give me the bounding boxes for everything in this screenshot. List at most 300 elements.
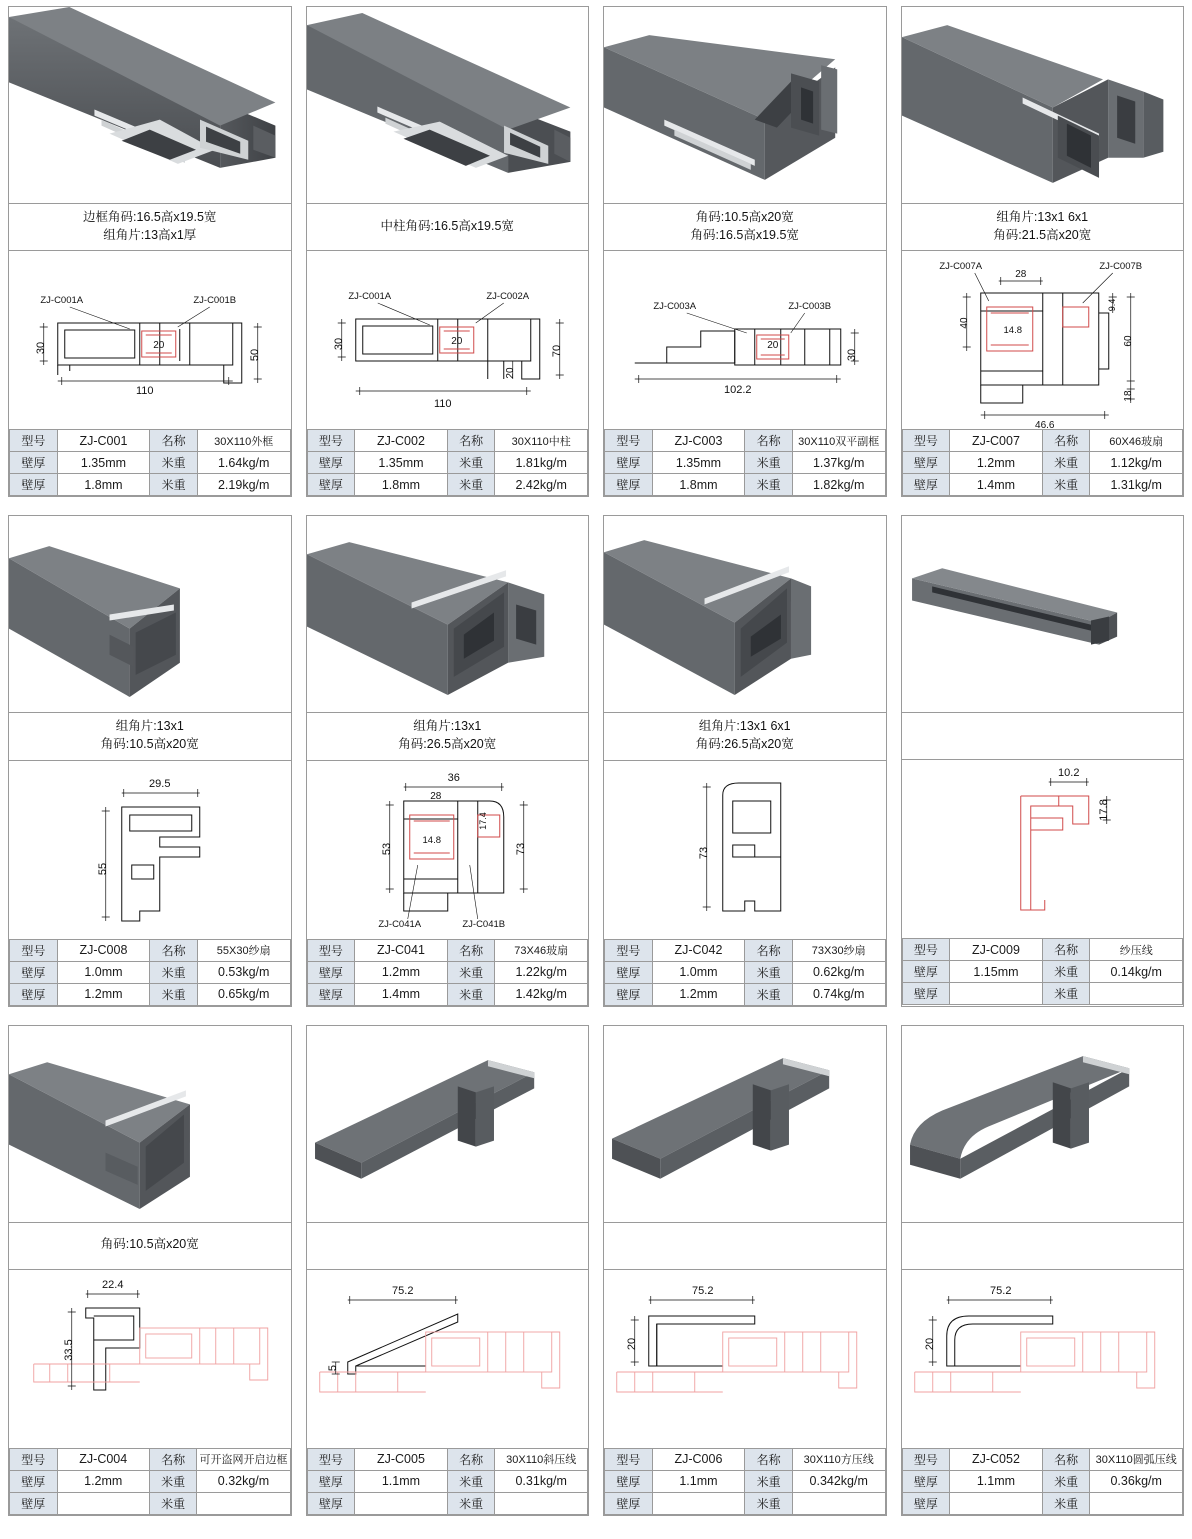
note-line: 边框角码:16.5高x19.5宽 (83, 210, 217, 224)
part-label: ZJ-C041A (377, 918, 421, 930)
photo-art (307, 1026, 588, 1222)
part-label: ZJ-C001A (40, 295, 84, 307)
value-thickness: 1.0mm (57, 961, 150, 983)
section-drawing-zj-c003 (604, 250, 886, 429)
notes-zj-c004 (9, 1222, 291, 1269)
table-row (902, 1448, 1183, 1470)
value-weight: 2.42kg/m (495, 474, 588, 496)
drawing-art (902, 251, 1184, 429)
dim-label: 17.4 (477, 811, 488, 830)
value-weight: 0.31kg/m (495, 1470, 588, 1492)
note-line: 中柱角码:16.5高x19.5宽 (380, 218, 514, 233)
label-model: 型号 (605, 430, 653, 452)
value-weight (1090, 983, 1183, 1005)
notes-zj-c005 (307, 1222, 589, 1269)
label-thickness: 壁厚 (902, 983, 950, 1005)
value-thickness: 1.15mm (950, 961, 1043, 983)
section-drawing-zj-c005 (307, 1269, 589, 1448)
table-row (902, 961, 1183, 983)
label-weight: 米重 (149, 1470, 197, 1492)
photo-art (604, 1026, 885, 1222)
photo-art (9, 1026, 290, 1222)
dim-label: 20 (504, 367, 516, 379)
value-name: 30X110外框 (197, 430, 290, 452)
dim-label: 75.2 (692, 1284, 714, 1297)
label-name: 名称 (150, 939, 198, 961)
notes-zj-c042 (604, 712, 886, 759)
product-photo-zj-c052 (902, 1026, 1184, 1222)
value-thickness: 1.2mm (652, 983, 745, 1005)
spec-table-zj-c001 (9, 429, 291, 496)
notes-zj-c003 (604, 203, 886, 250)
table-row (307, 983, 588, 1005)
photo-art (902, 7, 1183, 203)
dim-label: 36 (447, 771, 460, 784)
dim-label: 5 (326, 1364, 339, 1371)
section-drawing-zj-c004 (9, 1269, 291, 1448)
label-weight: 米重 (447, 1470, 495, 1492)
photo-art (604, 7, 885, 203)
label-model: 型号 (902, 939, 950, 961)
note-line: 角码:10.5高x20宽 (100, 1237, 199, 1252)
table-row (605, 474, 886, 496)
dim-label: 75.2 (391, 1284, 413, 1297)
label-weight: 米重 (745, 1492, 793, 1514)
label-model: 型号 (902, 430, 950, 452)
label-weight: 米重 (447, 474, 495, 496)
label-weight: 米重 (447, 983, 495, 1005)
value-thickness (652, 1492, 745, 1514)
value-weight: 1.12kg/m (1090, 452, 1183, 474)
profile-card-zj-c001 (8, 6, 292, 497)
dim-label: 55 (96, 862, 109, 875)
profile-card-grid (8, 6, 1184, 1516)
note-line: 组角片:13x1 6x1 (698, 719, 791, 734)
label-thickness: 壁厚 (10, 1492, 58, 1514)
label-name: 名称 (1042, 430, 1090, 452)
drawing-art (902, 760, 1184, 938)
photo-art (902, 516, 1183, 712)
value-model: ZJ-C052 (950, 1448, 1043, 1470)
label-thickness: 壁厚 (605, 452, 653, 474)
section-drawing-zj-c009 (902, 759, 1184, 938)
label-weight: 米重 (447, 961, 495, 983)
drawing-art (307, 1270, 589, 1448)
profile-card-zj-c005 (306, 1025, 590, 1516)
value-weight: 0.74kg/m (792, 983, 885, 1005)
product-photo-zj-c002 (307, 7, 589, 203)
label-weight: 米重 (1042, 961, 1090, 983)
table-row (10, 939, 291, 961)
label-weight: 米重 (1042, 1470, 1090, 1492)
dim-label: 33.5 (62, 1338, 75, 1361)
table-row (10, 1448, 291, 1470)
table-row (902, 1492, 1183, 1514)
value-model: ZJ-C005 (355, 1448, 448, 1470)
label-model: 型号 (10, 939, 58, 961)
drawing-art (307, 761, 589, 939)
label-thickness: 壁厚 (605, 961, 653, 983)
product-photo-zj-c003 (604, 7, 886, 203)
profile-card-zj-c002 (306, 6, 590, 497)
dim-label: 70 (550, 344, 563, 358)
dim-label: 50 (248, 349, 261, 362)
value-name: 纱压线 (1090, 939, 1183, 961)
value-model: ZJ-C006 (652, 1448, 745, 1470)
product-photo-zj-c008 (9, 516, 291, 712)
label-thickness: 壁厚 (307, 474, 355, 496)
section-drawing-zj-c007 (902, 250, 1184, 429)
label-thickness: 壁厚 (902, 452, 950, 474)
value-thickness: 1.1mm (652, 1470, 745, 1492)
dim-label: 14.8 (422, 834, 441, 846)
spec-table-zj-c052 (902, 1448, 1184, 1515)
part-label: ZJ-C041B (461, 918, 505, 930)
photo-art (307, 7, 588, 203)
spec-table-zj-c003 (604, 429, 886, 496)
dim-label: 73 (514, 842, 527, 855)
profile-card-zj-c007 (901, 6, 1185, 497)
dim-label: 20 (923, 1337, 936, 1350)
label-thickness: 壁厚 (605, 474, 653, 496)
label-weight: 米重 (745, 1470, 793, 1492)
value-thickness: 1.4mm (355, 983, 448, 1005)
table-row (307, 1448, 588, 1470)
label-thickness: 壁厚 (307, 1470, 355, 1492)
table-row (307, 452, 588, 474)
label-weight: 米重 (150, 452, 198, 474)
product-photo-zj-c006 (604, 1026, 886, 1222)
dim-label: 110 (433, 398, 452, 410)
section-drawing-zj-c052 (902, 1269, 1184, 1448)
label-name: 名称 (745, 1448, 793, 1470)
value-model: ZJ-C041 (355, 939, 448, 961)
section-drawing-zj-c042 (604, 760, 886, 939)
table-row (307, 474, 588, 496)
label-thickness: 壁厚 (10, 983, 58, 1005)
label-thickness: 壁厚 (902, 474, 950, 496)
label-model: 型号 (307, 430, 355, 452)
value-thickness (950, 1492, 1043, 1514)
table-row (902, 1470, 1183, 1492)
part-label: ZJ-C003B (788, 301, 832, 313)
note-line: 组角片:13高x1厚 (103, 228, 197, 243)
value-weight: 1.64kg/m (197, 452, 290, 474)
label-name: 名称 (447, 939, 495, 961)
table-row (307, 1492, 588, 1514)
value-name: 60X46玻扇 (1090, 430, 1183, 452)
value-thickness: 1.8mm (652, 474, 745, 496)
value-thickness: 1.35mm (652, 452, 745, 474)
table-row (902, 430, 1183, 452)
label-thickness: 壁厚 (902, 961, 950, 983)
value-thickness: 1.4mm (950, 474, 1043, 496)
label-model: 型号 (605, 939, 653, 961)
label-thickness: 壁厚 (902, 1492, 950, 1514)
photo-art (902, 1026, 1183, 1222)
notes-zj-c052 (902, 1222, 1184, 1269)
value-thickness: 1.2mm (355, 961, 448, 983)
table-row (902, 452, 1183, 474)
drawing-art (9, 761, 291, 939)
profile-card-zj-c009 (901, 515, 1185, 1006)
part-label: ZJ-C007B (1098, 261, 1142, 273)
value-thickness: 1.35mm (57, 452, 150, 474)
value-name: 30X110方压线 (792, 1448, 885, 1470)
label-thickness: 壁厚 (902, 1470, 950, 1492)
label-thickness: 壁厚 (605, 1470, 653, 1492)
value-weight: 1.81kg/m (495, 452, 588, 474)
dim-label: 18 (1122, 390, 1134, 402)
spec-table-zj-c042 (604, 939, 886, 1006)
value-weight: 0.32kg/m (197, 1470, 290, 1492)
value-model: ZJ-C009 (950, 939, 1043, 961)
table-row (307, 939, 588, 961)
value-weight: 0.36kg/m (1090, 1470, 1183, 1492)
label-weight: 米重 (1042, 983, 1090, 1005)
profile-card-zj-c008 (8, 515, 292, 1006)
dim-label: 28 (429, 790, 441, 802)
label-weight: 米重 (1042, 452, 1090, 474)
product-photo-zj-c009 (902, 516, 1184, 712)
drawing-art (902, 1270, 1184, 1448)
label-weight: 米重 (447, 452, 495, 474)
part-label: ZJ-C002A (485, 291, 529, 302)
photo-art (9, 7, 290, 203)
label-model: 型号 (307, 939, 355, 961)
label-model: 型号 (605, 1448, 653, 1470)
table-row (902, 983, 1183, 1005)
value-thickness: 1.2mm (57, 983, 150, 1005)
dim-label: 22.4 (102, 1278, 124, 1291)
table-row (902, 474, 1183, 496)
label-weight: 米重 (745, 452, 793, 474)
table-row (307, 430, 588, 452)
label-name: 名称 (745, 939, 793, 961)
value-thickness: 1.2mm (57, 1470, 149, 1492)
dim-label: 46.6 (1034, 420, 1054, 430)
value-weight: 1.82kg/m (792, 474, 885, 496)
notes-zj-c008 (9, 712, 291, 759)
table-row (10, 474, 291, 496)
dim-label: 30 (332, 337, 345, 351)
value-weight: 1.22kg/m (495, 961, 588, 983)
part-label: ZJ-C003A (653, 301, 697, 313)
table-row (605, 961, 886, 983)
product-photo-zj-c001 (9, 7, 291, 203)
value-weight (1090, 1492, 1183, 1514)
label-weight: 米重 (745, 983, 793, 1005)
notes-zj-c041 (307, 712, 589, 759)
value-weight: 0.65kg/m (197, 983, 290, 1005)
dim-label: 75.2 (989, 1284, 1011, 1297)
label-thickness: 壁厚 (307, 961, 355, 983)
drawing-art (9, 251, 291, 429)
label-model: 型号 (307, 1448, 355, 1470)
spec-table-zj-c008 (9, 939, 291, 1006)
label-weight: 米重 (1042, 474, 1090, 496)
label-weight: 米重 (149, 1492, 197, 1514)
label-name: 名称 (1042, 1448, 1090, 1470)
spec-table-zj-c004 (9, 1448, 291, 1515)
label-name: 名称 (447, 430, 495, 452)
notes-zj-c009 (902, 712, 1184, 759)
dim-label: 73 (697, 846, 710, 859)
note-line: 组角片:13x1 6x1 (996, 210, 1089, 224)
label-name: 名称 (447, 1448, 495, 1470)
part-label: ZJ-C001A (347, 291, 391, 302)
value-weight: 1.42kg/m (495, 983, 588, 1005)
value-name: 30X110圆弧压线 (1090, 1448, 1183, 1470)
label-weight: 米重 (1042, 1492, 1090, 1514)
value-weight (197, 1492, 290, 1514)
label-name: 名称 (149, 1448, 197, 1470)
table-row (605, 1448, 886, 1470)
value-name: 73X46玻扇 (495, 939, 588, 961)
table-row (605, 1492, 886, 1514)
note-line: 角码:16.5高x19.5宽 (690, 228, 799, 243)
table-row (10, 430, 291, 452)
note-line: 角码:26.5高x20宽 (398, 737, 497, 752)
product-photo-zj-c005 (307, 1026, 589, 1222)
table-row (902, 939, 1183, 961)
value-thickness (950, 983, 1043, 1005)
spec-table-zj-c007 (902, 429, 1184, 496)
section-drawing-zj-c001 (9, 250, 291, 429)
product-photo-zj-c007 (902, 7, 1184, 203)
value-model: ZJ-C002 (355, 430, 448, 452)
dim-label: 20 (153, 340, 165, 352)
value-thickness: 1.0mm (652, 961, 745, 983)
product-photo-zj-c004 (9, 1026, 291, 1222)
dim-label: 110 (135, 385, 154, 398)
profile-card-zj-c003 (603, 6, 887, 497)
value-model: ZJ-C003 (652, 430, 745, 452)
note-line: 角码:26.5高x20宽 (695, 737, 794, 752)
product-photo-zj-c042 (604, 516, 886, 712)
dim-label: 60 (1122, 335, 1134, 347)
profile-card-zj-c042 (603, 515, 887, 1006)
section-drawing-zj-c002 (307, 250, 589, 429)
photo-art (9, 516, 290, 712)
value-weight (792, 1492, 885, 1514)
value-model: ZJ-C004 (57, 1448, 149, 1470)
profile-card-zj-c052 (901, 1025, 1185, 1516)
note-line: 组角片:13x1 (115, 719, 184, 734)
value-thickness: 1.1mm (355, 1470, 448, 1492)
value-thickness: 1.35mm (355, 452, 448, 474)
label-thickness: 壁厚 (307, 983, 355, 1005)
value-thickness: 1.2mm (950, 452, 1043, 474)
value-name: 可开盗网开启边框 (197, 1448, 290, 1470)
dim-label: 20 (450, 336, 462, 347)
table-row (10, 452, 291, 474)
dim-label: 30 (34, 342, 47, 355)
dim-label: 20 (767, 340, 779, 352)
label-thickness: 壁厚 (10, 474, 58, 496)
label-weight: 米重 (150, 474, 198, 496)
value-name: 30X110中柱 (495, 430, 588, 452)
photo-art (604, 516, 885, 712)
label-name: 名称 (745, 430, 793, 452)
label-model: 型号 (902, 1448, 950, 1470)
label-thickness: 壁厚 (10, 1470, 58, 1492)
profile-card-zj-c006 (603, 1025, 887, 1516)
dim-label: 30 (845, 349, 858, 362)
note-line: 角码:21.5高x20宽 (993, 228, 1092, 243)
section-drawing-zj-c041 (307, 760, 589, 939)
spec-table-zj-c002 (307, 429, 589, 496)
section-drawing-zj-c008 (9, 760, 291, 939)
table-row (307, 1470, 588, 1492)
spec-table-zj-c009 (902, 938, 1184, 1005)
drawing-art (9, 1270, 291, 1448)
dim-label: 40 (958, 317, 970, 329)
label-thickness: 壁厚 (605, 1492, 653, 1514)
table-row (605, 430, 886, 452)
label-weight: 米重 (150, 983, 198, 1005)
value-model: ZJ-C008 (57, 939, 150, 961)
value-weight: 2.19kg/m (197, 474, 290, 496)
note-line: 角码:10.5高x20宽 (100, 737, 199, 752)
dim-label: 28 (1014, 269, 1026, 281)
table-row (307, 961, 588, 983)
value-thickness (57, 1492, 149, 1514)
value-thickness (355, 1492, 448, 1514)
dim-label: 20 (625, 1337, 638, 1350)
dim-label: 9.4 (1106, 298, 1117, 312)
notes-zj-c002 (307, 203, 589, 250)
value-weight: 0.14kg/m (1090, 961, 1183, 983)
label-weight: 米重 (745, 474, 793, 496)
dim-label: 10.2 (1057, 767, 1079, 780)
value-weight: 0.62kg/m (792, 961, 885, 983)
section-drawing-zj-c006 (604, 1269, 886, 1448)
part-label: ZJ-C001B (193, 295, 237, 307)
dim-label: 102.2 (723, 384, 752, 397)
value-thickness: 1.8mm (57, 474, 150, 496)
value-weight: 1.31kg/m (1090, 474, 1183, 496)
table-row (10, 1470, 291, 1492)
value-model: ZJ-C007 (950, 430, 1043, 452)
table-row (605, 1470, 886, 1492)
label-thickness: 壁厚 (307, 452, 355, 474)
profile-card-zj-c041 (306, 515, 590, 1006)
label-weight: 米重 (150, 961, 198, 983)
note-line: 角码:10.5高x20宽 (695, 210, 794, 224)
label-thickness: 壁厚 (307, 1492, 355, 1514)
table-row (605, 939, 886, 961)
dim-label: 53 (380, 842, 393, 855)
spec-table-zj-c041 (307, 939, 589, 1006)
table-row (10, 961, 291, 983)
value-weight: 1.37kg/m (792, 452, 885, 474)
value-name: 30X110斜压线 (495, 1448, 588, 1470)
spec-table-zj-c006 (604, 1448, 886, 1515)
label-name: 名称 (150, 430, 198, 452)
label-thickness: 壁厚 (10, 452, 58, 474)
table-row (10, 983, 291, 1005)
label-model: 型号 (10, 1448, 58, 1470)
photo-art (307, 516, 588, 712)
value-name: 55X30纱扇 (197, 939, 290, 961)
profile-card-zj-c004 (8, 1025, 292, 1516)
dim-label: 29.5 (149, 777, 171, 790)
table-row (605, 983, 886, 1005)
value-name: 73X30纱扇 (792, 939, 885, 961)
value-name: 30X110双平副框 (792, 430, 885, 452)
product-photo-zj-c041 (307, 516, 589, 712)
